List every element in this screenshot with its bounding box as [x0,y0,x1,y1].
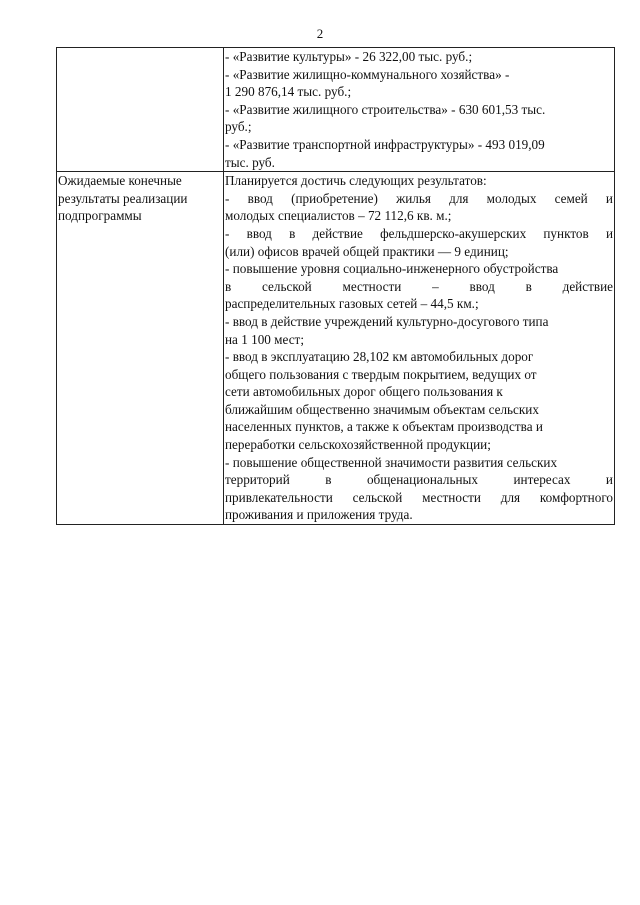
funding-line: руб.; [225,119,252,135]
subprogram-passport-table [56,47,615,525]
result-line: переработки сельскохозяйственной продукции; [225,437,491,453]
result-line: на 1 100 мест; [225,331,304,347]
table-row [57,172,615,525]
row-label-line: результаты реализации [58,190,188,206]
funding-line: 1 290 876,14 тыс. руб.; [225,84,352,100]
result-line: - ввод в действие учреждений культурно-досугового типа [225,313,549,329]
result-line: молодых специалистов – 72 112,6 кв. м.; [225,208,452,224]
result-line: распределительных газовых сетей – 44,5 км.; [225,296,479,312]
result-line: сети автомобильных дорог общего пользования к [225,384,503,400]
funding-line: тыс. руб. [225,154,275,170]
result-line: - ввод в действие фельдшерско-акушерских пунктов и [225,225,613,241]
funding-line: - «Развитие жилищного строительства» - 630 601,53 тыс. [225,101,546,117]
result-line: проживания и приложения труда. [225,507,413,523]
funding-line: - «Развитие жилищно-коммунального хозяйства» - [225,66,510,82]
row-label-line: подпрограммы [58,208,142,224]
result-line: общего пользования с твердым покрытием, ведущих от [225,366,537,382]
result-line: (или) офисов врачей общей практики — 9 единиц; [225,243,509,259]
result-line: населенных пунктов, а также к объектам производства и [225,419,543,435]
result-line: территорий в общенациональных интересах и [225,472,613,488]
row-label-line: Ожидаемые конечные [58,173,182,189]
result-line: - повышение уровня социально-инженерного обустройства [225,261,559,277]
expected-results-cell [224,172,615,525]
result-line: в сельской местности – ввод в действие [225,278,613,294]
results-text [225,172,613,524]
page-number: 2 [316,26,324,41]
funding-by-direction-cell [224,48,615,172]
result-line: - повышение общественной значимости развития сельских [225,454,558,470]
result-line: привлекательности сельской местности для комфортного [225,489,613,505]
result-line: ближайшим общественно значимым объектам сельских [225,401,539,417]
table-row [57,48,615,172]
funding-line: - «Развитие культуры» - 26 322,00 тыс. руб.; [225,49,473,64]
result-line: - ввод (приобретение) жилья для молодых семей и [225,190,613,206]
expected-results-label-cell [57,172,224,525]
funding-line: - «Развитие транспортной инфраструктуры» - 493 019,09 [225,136,545,152]
table-cell-left-empty [57,48,224,172]
result-line: - ввод в эксплуатацию 28,102 км автомобильных дорог [225,349,534,365]
result-line: Планируется достичь следующих результатов: [225,173,487,189]
